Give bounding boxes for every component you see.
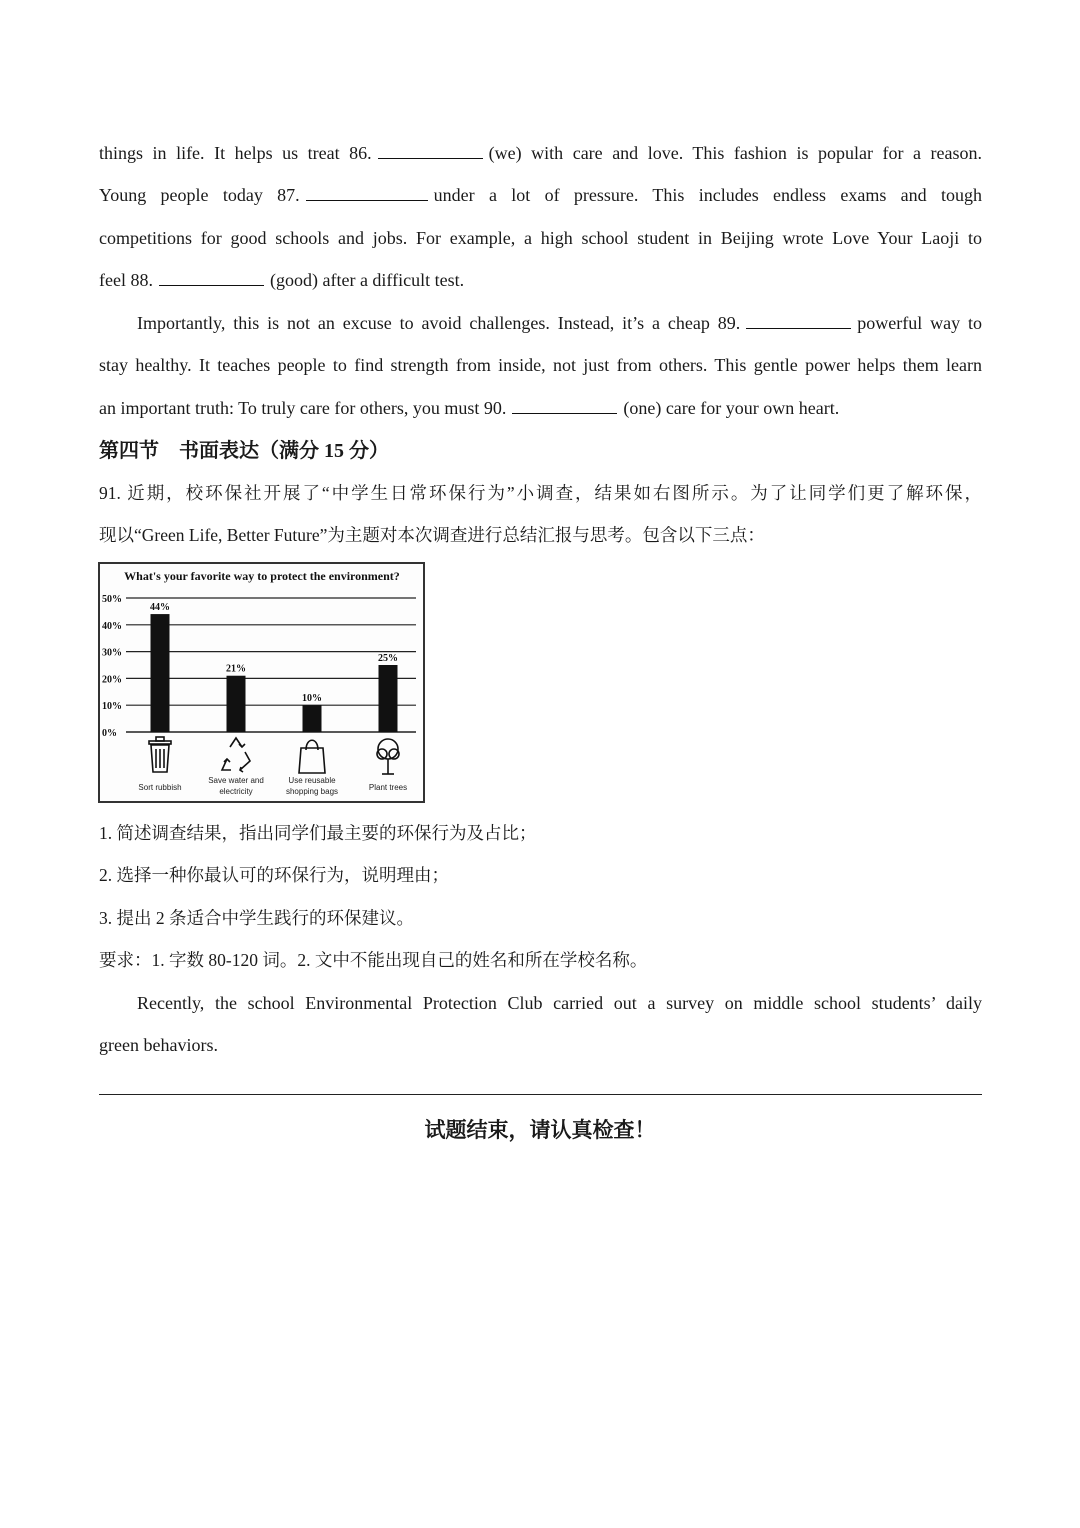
bar <box>303 705 322 732</box>
bar <box>151 614 170 732</box>
passage-line: stay healthy. It teaches people to find strength from inside, not just from others. This gentle power helps them learn <box>99 355 982 375</box>
y-tick-label: 10% <box>102 701 122 713</box>
end-notice: 试题结束，请认真检查！ <box>424 1118 656 1142</box>
y-tick-label: 40% <box>102 620 122 632</box>
category-label: Plant trees <box>368 783 408 792</box>
passage-line: Young people today 87. under a lot of pressure. This includes endless exams and tough <box>99 185 982 205</box>
category-label: shopping bags <box>285 787 339 796</box>
y-axis-ticks <box>102 594 122 739</box>
passage-line: things in life. It helps us treat 86. (we) with care and love. This fashion is popular for a reason. <box>99 143 983 163</box>
question-line: 现以“Green Life, Better Future”为主题对本次调查进行总结汇报与思考。包含以下三点： <box>99 525 765 545</box>
bar-value-label: 25% <box>378 653 398 664</box>
y-tick-label: 30% <box>102 647 122 659</box>
category-labels <box>138 776 407 796</box>
answer-blank-88[interactable] <box>159 270 264 286</box>
opening-line: Recently, the school Environmental Protection Club carried out a survey on middle school students’ daily <box>137 993 982 1013</box>
bar-value-label: 10% <box>302 693 322 705</box>
chart-title: What's your favorite way to protect the environment? <box>124 569 400 583</box>
answer-blank-86[interactable] <box>378 143 483 159</box>
passage-line: Importantly, this is not an excuse to avoid challenges. Instead, it’s a cheap 89. powerful way to <box>137 313 983 333</box>
y-tick-label: 50% <box>102 594 122 605</box>
category-label: Sort rubbish <box>138 783 182 792</box>
category-label: Save water and <box>208 776 264 785</box>
passage-line: an important truth: To truly care for others, you must 90. (one) care for your own heart. <box>99 398 840 418</box>
bar-value-label: 44% <box>150 602 170 614</box>
survey-chart <box>98 562 425 803</box>
chart-bars <box>150 602 398 732</box>
tree-icon <box>377 739 399 774</box>
y-tick-label: 0% <box>102 728 117 739</box>
point-3: 3. 提出 2 条适合中学生践行的环保建议。 <box>99 908 414 928</box>
trash-can-icon <box>149 737 171 772</box>
answer-blank-87[interactable] <box>306 185 428 201</box>
passage-line: competitions for good schools and jobs. For example, a high school student in Beijing wrote Love Your Laoji to <box>99 228 982 248</box>
answer-blank-90[interactable] <box>512 398 617 414</box>
point-1: 1. 简述调查结果，指出同学们最主要的环保行为及占比； <box>99 823 537 843</box>
bar <box>227 676 246 732</box>
bar-value-label: 21% <box>226 663 246 675</box>
answer-blank-89[interactable] <box>746 313 851 329</box>
recycle-icon <box>222 738 250 772</box>
section-heading: 第四节 书面表达（满分 15 分） <box>99 440 389 462</box>
bar <box>379 665 398 732</box>
shopping-bag-icon <box>299 740 325 773</box>
question-line: 91. 近期，校环保社开展了“中学生日常环保行为”小调查，结果如右图所示。为了让同学们更了解环保， <box>99 483 982 503</box>
requirement: 要求：1. 字数 80-120 词。2. 文中不能出现自己的姓名和所在学校名称。 <box>99 950 648 970</box>
divider <box>99 1094 982 1095</box>
category-label: Use reusable <box>288 776 336 785</box>
category-label: electricity <box>219 787 253 796</box>
opening-line: green behaviors. <box>99 1035 218 1055</box>
bar-chart-svg <box>100 564 423 801</box>
passage-line: feel 88. (good) after a difficult test. <box>99 270 465 290</box>
y-tick-label: 20% <box>102 674 122 686</box>
category-icons <box>149 737 399 774</box>
point-2: 2. 选择一种你最认可的环保行为，说明理由； <box>99 865 449 885</box>
